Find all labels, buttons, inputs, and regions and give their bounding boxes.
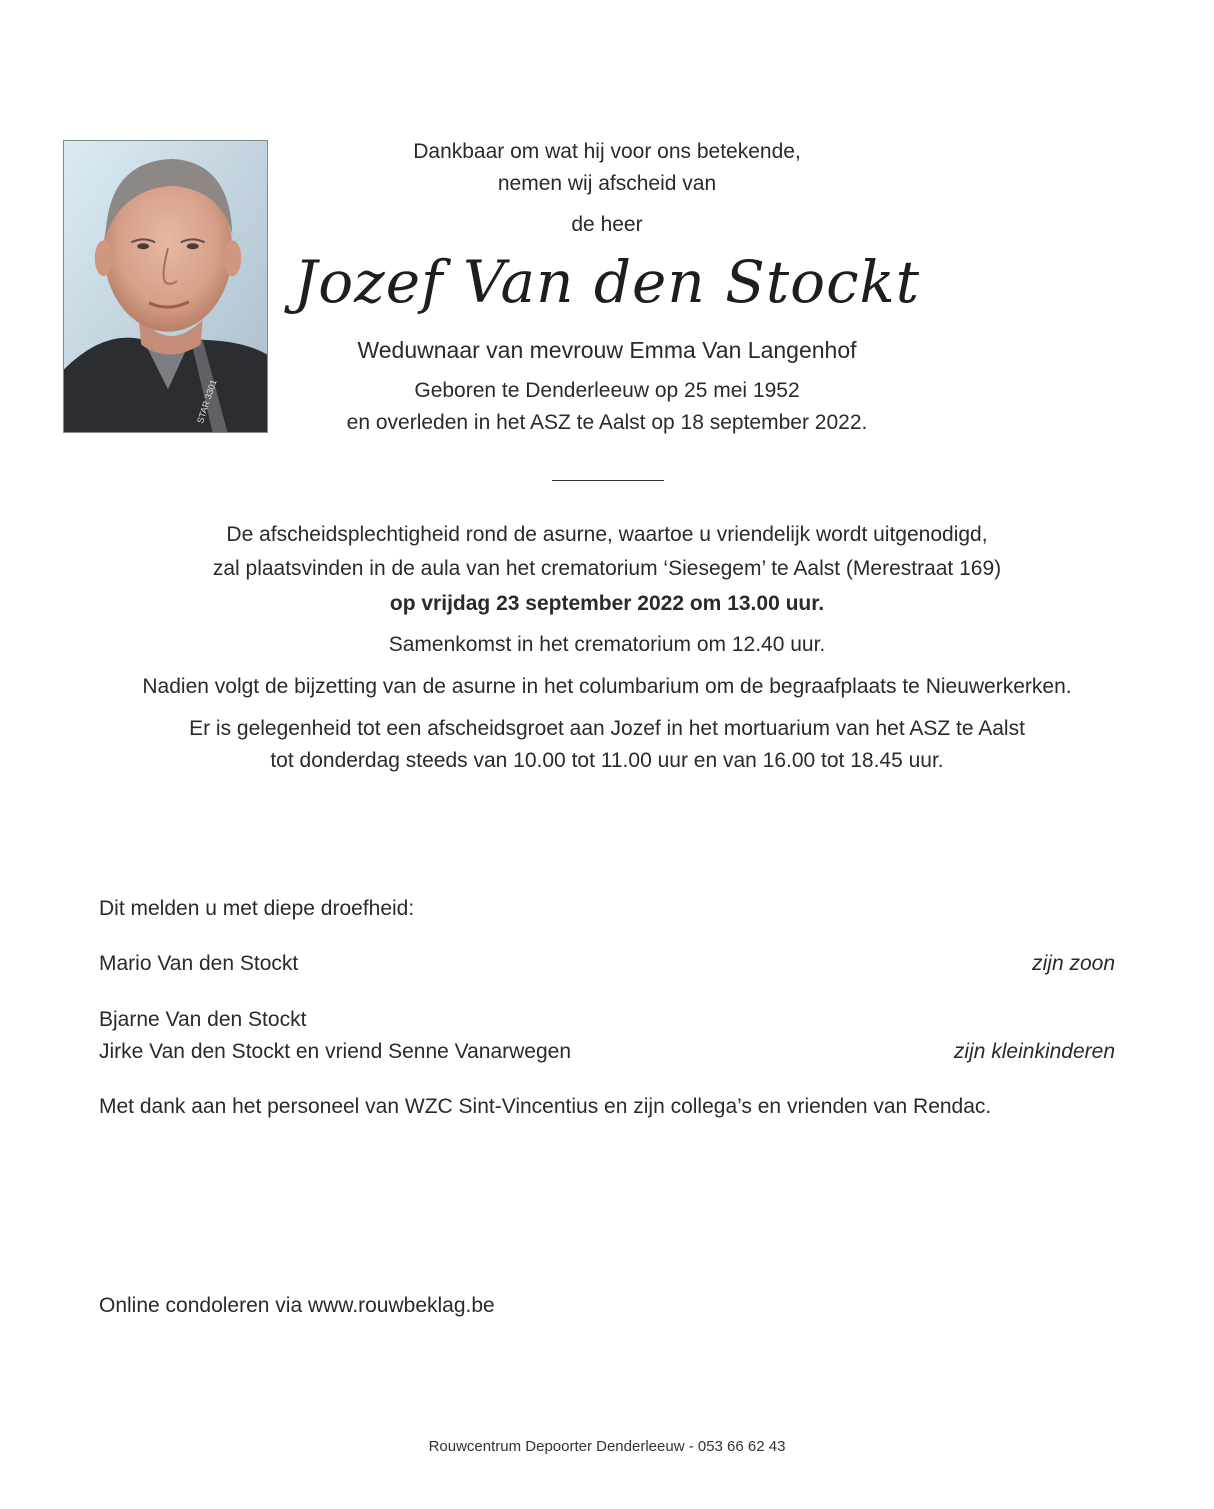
ceremony-line-1: De afscheidsplechtigheid rond de asurne, waartoe u vriendelijk wordt uitgenodigd, [226, 523, 988, 546]
son-role: zijn zoon [1032, 952, 1115, 975]
farewell-line-2: tot donderdag steeds van 10.00 tot 11.00 uur en van 16.00 tot 18.45 uur. [270, 749, 944, 772]
grandchild-name-2: Jirke Van den Stockt en vriend Senne Vanarwegen [99, 1040, 572, 1063]
intro-line-1: Dankbaar om wat hij voor ons betekende, [413, 140, 801, 163]
online-condolence: Online condoleren via www.rouwbeklag.be [99, 1294, 495, 1317]
widower-line: Weduwnaar van mevrouw Emma Van Langenhof [357, 337, 857, 363]
deceased-name: Jozef Van den Stockt [293, 248, 921, 316]
salutation: de heer [571, 213, 643, 236]
son-name: Mario Van den Stockt [99, 952, 299, 975]
grandchildren-role: zijn kleinkinderen [953, 1040, 1115, 1063]
gathering-line: Samenkomst in het crematorium om 12.40 uur. [388, 633, 826, 656]
thanks-line: Met dank aan het personeel van WZC Sint-Vincentius en zijn collega’s en vrienden van Rendac. [99, 1095, 992, 1118]
footer-funeral-home: Rouwcentrum Depoorter Denderleeuw - 053 66 62 43 [428, 1438, 786, 1455]
farewell-line-1: Er is gelegenheid tot een afscheidsgroet aan Jozef in het mortuarium van het ASZ te Aalst [189, 717, 1025, 740]
ceremony-line-2: zal plaatsvinden in de aula van het crematorium ‘Siesegem’ te Aalst (Merestraat 169) [212, 557, 1002, 580]
announce-intro: Dit melden u met diepe droefheid: [99, 897, 415, 920]
ceremony-date: op vrijdag 23 september 2022 om 13.00 uur. [389, 592, 825, 615]
death-line: en overleden in het ASZ te Aalst op 18 september 2022. [346, 411, 868, 434]
grandchild-name-1: Bjarne Van den Stockt [99, 1008, 307, 1031]
svg-text:STAR 3301: STAR 3301 [195, 378, 219, 425]
birth-line: Geboren te Denderleeuw op 25 mei 1952 [414, 379, 800, 402]
divider [552, 480, 664, 481]
burial-line: Nadien volgt de bijzetting van de asurne in het columbarium om de begraafplaats te Nieuwerkerken. [142, 675, 1072, 698]
intro-line-2: nemen wij afscheid van [497, 172, 717, 195]
